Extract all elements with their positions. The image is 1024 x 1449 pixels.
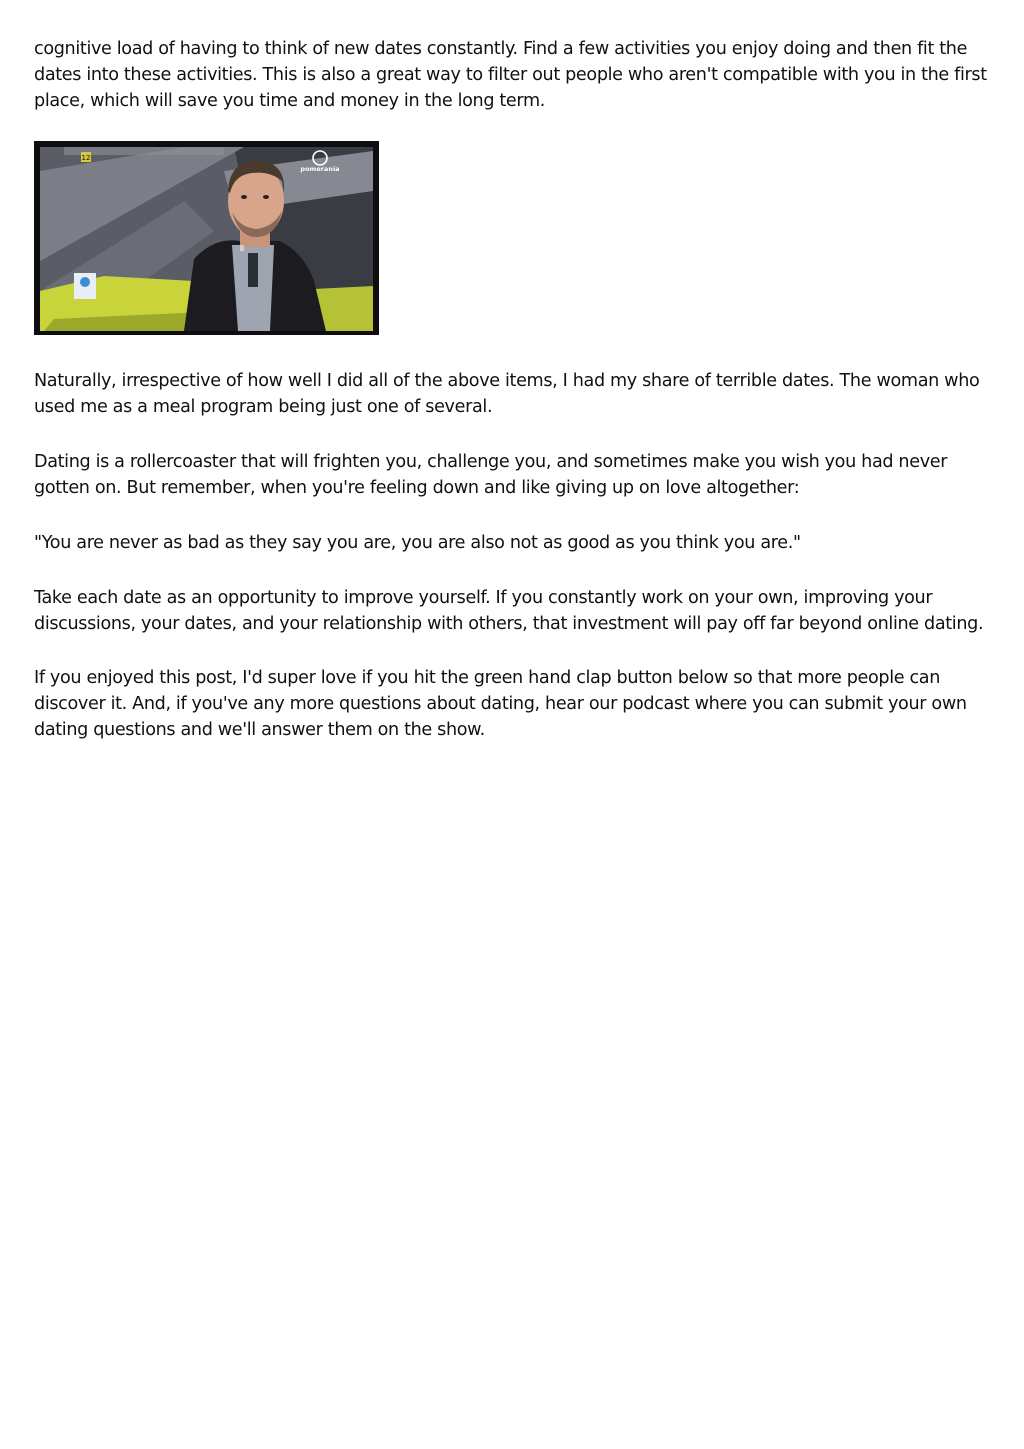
article-paragraph: Take each date as an opportunity to improve yourself. If you constantly work on your own, improving your discussions, your dates, and your relationship with others, that investment will pay off far beyond online dating.	[34, 588, 984, 634]
tv-interview-photo	[34, 141, 379, 335]
article-paragraph: cognitive load of having to think of new dates constantly. Find a few activities you enjoy doing and then fit the dates into these activities. This is also a great way to filter out people who aren't compatible with you in the first place, which will save you time and money in the long term.	[34, 39, 987, 111]
channel-logo-text: pomerania	[300, 165, 340, 173]
article-paragraph: Naturally, irrespective of how well I did all of the above items, I had my share of terrible dates. The woman who used me as a meal program being just one of several.	[34, 371, 980, 417]
article-paragraph: If you enjoyed this post, I'd super love if you hit the green hand clap button below so that more people can discover it. And, if you've any more questions about dating, hear our podcast where you can submit your own dating questions and we'll answer them on the show.	[34, 668, 967, 740]
article-quote: "You are never as bad as they say you are, you are also not as good as you think you are."	[34, 533, 801, 553]
sign-logo	[80, 277, 90, 287]
article-body	[34, 36, 994, 743]
article-paragraph: Dating is a rollercoaster that will frighten you, challenge you, and sometimes make you wish you had never gotten on. But remember, when you're feeling down and like giving up on love altogether:	[34, 452, 948, 498]
age-rating-text: 12	[81, 154, 91, 162]
